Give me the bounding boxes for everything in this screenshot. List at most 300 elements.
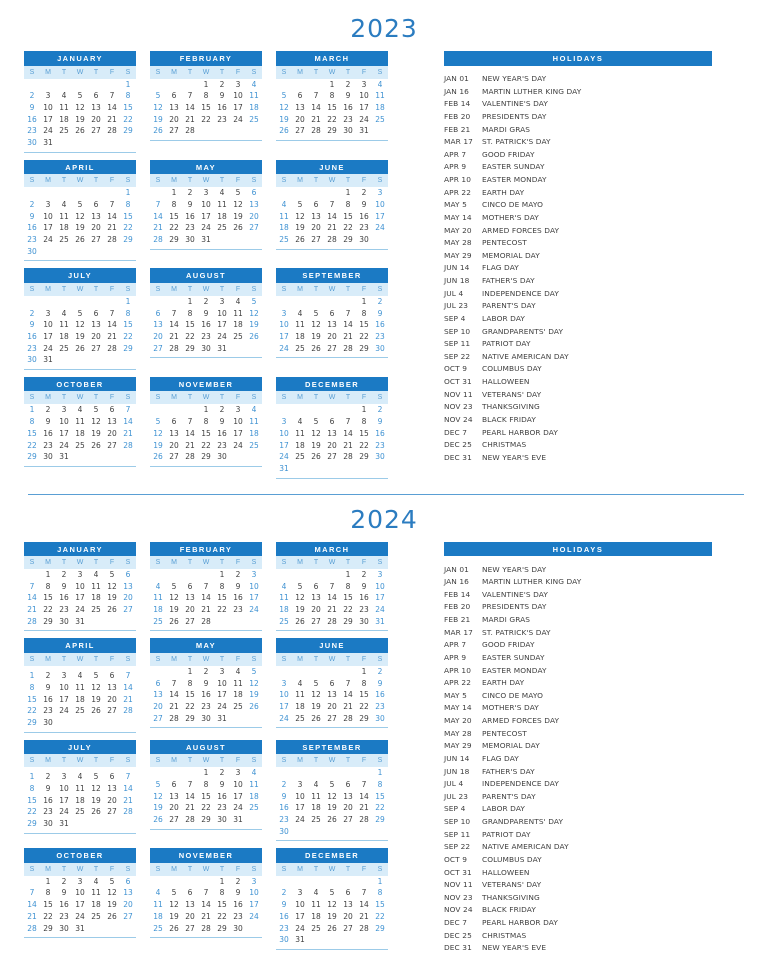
day-cell[interactable]: 17 xyxy=(233,102,243,112)
day-cell[interactable]: 24 xyxy=(217,331,227,341)
day-cell[interactable]: 27 xyxy=(311,234,321,244)
day-cell[interactable]: 28 xyxy=(27,616,37,626)
day-cell[interactable]: 20 xyxy=(91,114,101,124)
day-cell[interactable]: 2 xyxy=(377,296,383,306)
day-cell[interactable]: 18 xyxy=(249,428,259,438)
day-cell[interactable]: 28 xyxy=(169,713,179,723)
day-cell[interactable]: 18 xyxy=(279,605,289,615)
day-cell[interactable]: 19 xyxy=(169,605,179,615)
day-cell[interactable]: 23 xyxy=(27,343,37,353)
day-cell[interactable]: 2 xyxy=(29,91,35,101)
day-cell[interactable]: 15 xyxy=(327,102,337,112)
day-cell[interactable]: 22 xyxy=(359,440,369,450)
day-cell[interactable]: 18 xyxy=(91,593,101,603)
day-cell[interactable]: 6 xyxy=(171,417,177,427)
day-cell[interactable]: 13 xyxy=(91,211,101,221)
day-cell[interactable]: 7 xyxy=(345,678,351,688)
day-cell[interactable]: 14 xyxy=(123,417,133,427)
day-cell[interactable]: 11 xyxy=(249,91,259,101)
day-cell[interactable]: 26 xyxy=(295,616,305,626)
day-cell[interactable]: 13 xyxy=(185,593,195,603)
day-cell[interactable]: 22 xyxy=(217,605,227,615)
day-cell[interactable]: 25 xyxy=(217,223,227,233)
day-cell[interactable]: 12 xyxy=(91,784,101,794)
day-cell[interactable]: 20 xyxy=(123,900,133,910)
day-cell[interactable]: 10 xyxy=(375,581,385,591)
day-cell[interactable]: 12 xyxy=(153,428,163,438)
day-cell[interactable]: 27 xyxy=(123,605,133,615)
day-cell[interactable]: 8 xyxy=(171,199,177,209)
day-cell[interactable]: 9 xyxy=(45,417,51,427)
day-cell[interactable]: 4 xyxy=(235,296,241,306)
day-cell[interactable]: 14 xyxy=(343,320,353,330)
day-cell[interactable]: 3 xyxy=(251,570,257,580)
day-cell[interactable]: 10 xyxy=(217,308,227,318)
day-cell[interactable]: 27 xyxy=(107,706,117,716)
day-cell[interactable]: 22 xyxy=(375,803,385,813)
day-cell[interactable]: 19 xyxy=(327,911,337,921)
day-cell[interactable]: 15 xyxy=(217,593,227,603)
day-cell[interactable]: 31 xyxy=(201,234,211,244)
day-cell[interactable]: 24 xyxy=(279,713,289,723)
day-cell[interactable]: 26 xyxy=(279,126,289,136)
day-cell[interactable]: 25 xyxy=(91,911,101,921)
day-cell[interactable]: 29 xyxy=(343,234,353,244)
day-cell[interactable]: 24 xyxy=(59,807,69,817)
day-cell[interactable]: 22 xyxy=(359,331,369,341)
day-cell[interactable]: 11 xyxy=(217,199,227,209)
day-cell[interactable]: 14 xyxy=(327,593,337,603)
day-cell[interactable]: 26 xyxy=(249,331,259,341)
day-cell[interactable]: 7 xyxy=(29,888,35,898)
day-cell[interactable]: 27 xyxy=(169,126,179,136)
day-cell[interactable]: 17 xyxy=(279,440,289,450)
day-cell[interactable]: 18 xyxy=(75,795,85,805)
day-cell[interactable]: 13 xyxy=(169,428,179,438)
day-cell[interactable]: 21 xyxy=(169,331,179,341)
day-cell[interactable]: 17 xyxy=(249,593,259,603)
day-cell[interactable]: 10 xyxy=(295,900,305,910)
day-cell[interactable]: 18 xyxy=(295,702,305,712)
day-cell[interactable]: 21 xyxy=(359,803,369,813)
day-cell[interactable]: 22 xyxy=(343,605,353,615)
day-cell[interactable]: 1 xyxy=(125,79,131,89)
day-cell[interactable]: 14 xyxy=(185,102,195,112)
day-cell[interactable]: 7 xyxy=(109,199,115,209)
day-cell[interactable]: 10 xyxy=(75,888,85,898)
day-cell[interactable]: 30 xyxy=(185,234,195,244)
day-cell[interactable]: 19 xyxy=(107,900,117,910)
day-cell[interactable]: 27 xyxy=(153,713,163,723)
day-cell[interactable]: 2 xyxy=(361,570,367,580)
day-cell[interactable]: 22 xyxy=(27,807,37,817)
day-cell[interactable]: 16 xyxy=(375,428,385,438)
day-cell[interactable]: 3 xyxy=(251,876,257,886)
day-cell[interactable]: 12 xyxy=(295,211,305,221)
day-cell[interactable]: 13 xyxy=(153,690,163,700)
day-cell[interactable]: 20 xyxy=(311,605,321,615)
day-cell[interactable]: 30 xyxy=(375,452,385,462)
day-cell[interactable]: 12 xyxy=(249,678,259,688)
day-cell[interactable]: 29 xyxy=(27,819,37,829)
day-cell[interactable]: 8 xyxy=(219,581,225,591)
day-cell[interactable]: 23 xyxy=(359,223,369,233)
day-cell[interactable]: 8 xyxy=(377,888,383,898)
day-cell[interactable]: 12 xyxy=(169,593,179,603)
day-cell[interactable]: 26 xyxy=(327,814,337,824)
day-cell[interactable]: 9 xyxy=(219,417,225,427)
day-cell[interactable]: 24 xyxy=(295,814,305,824)
day-cell[interactable]: 29 xyxy=(217,923,227,933)
day-cell[interactable]: 11 xyxy=(75,682,85,692)
day-cell[interactable]: 30 xyxy=(375,713,385,723)
day-cell[interactable]: 16 xyxy=(343,102,353,112)
day-cell[interactable]: 20 xyxy=(107,795,117,805)
day-cell[interactable]: 1 xyxy=(203,79,209,89)
day-cell[interactable]: 16 xyxy=(201,690,211,700)
day-cell[interactable]: 1 xyxy=(219,876,225,886)
day-cell[interactable]: 22 xyxy=(123,114,133,124)
day-cell[interactable]: 17 xyxy=(217,320,227,330)
day-cell[interactable]: 31 xyxy=(43,355,53,365)
day-cell[interactable]: 16 xyxy=(27,114,37,124)
day-cell[interactable]: 27 xyxy=(107,807,117,817)
day-cell[interactable]: 5 xyxy=(155,779,161,789)
day-cell[interactable]: 18 xyxy=(217,211,227,221)
day-cell[interactable]: 7 xyxy=(187,91,193,101)
day-cell[interactable]: 30 xyxy=(27,355,37,365)
day-cell[interactable]: 14 xyxy=(123,682,133,692)
day-cell[interactable]: 4 xyxy=(77,405,83,415)
day-cell[interactable]: 4 xyxy=(61,199,67,209)
day-cell[interactable]: 26 xyxy=(75,234,85,244)
day-cell[interactable]: 30 xyxy=(217,814,227,824)
day-cell[interactable]: 2 xyxy=(377,405,383,415)
day-cell[interactable]: 10 xyxy=(233,91,243,101)
day-cell[interactable]: 16 xyxy=(359,593,369,603)
day-cell[interactable]: 22 xyxy=(43,605,53,615)
day-cell[interactable]: 21 xyxy=(327,605,337,615)
day-cell[interactable]: 12 xyxy=(91,417,101,427)
day-cell[interactable]: 3 xyxy=(281,678,287,688)
day-cell[interactable]: 28 xyxy=(185,452,195,462)
day-cell[interactable]: 23 xyxy=(279,923,289,933)
day-cell[interactable]: 27 xyxy=(295,126,305,136)
day-cell[interactable]: 9 xyxy=(219,91,225,101)
day-cell[interactable]: 6 xyxy=(329,678,335,688)
day-cell[interactable]: 15 xyxy=(217,900,227,910)
day-cell[interactable]: 25 xyxy=(75,807,85,817)
day-cell[interactable]: 3 xyxy=(297,888,303,898)
day-cell[interactable]: 19 xyxy=(295,605,305,615)
day-cell[interactable]: 16 xyxy=(233,900,243,910)
day-cell[interactable]: 1 xyxy=(29,405,35,415)
day-cell[interactable]: 7 xyxy=(203,888,209,898)
day-cell[interactable]: 21 xyxy=(311,114,321,124)
day-cell[interactable]: 31 xyxy=(233,814,243,824)
day-cell[interactable]: 12 xyxy=(107,888,117,898)
day-cell[interactable]: 7 xyxy=(125,405,131,415)
day-cell[interactable]: 29 xyxy=(123,126,133,136)
day-cell[interactable]: 22 xyxy=(27,440,37,450)
day-cell[interactable]: 5 xyxy=(313,417,319,427)
day-cell[interactable]: 25 xyxy=(375,114,385,124)
day-cell[interactable]: 23 xyxy=(233,911,243,921)
day-cell[interactable]: 14 xyxy=(169,320,179,330)
day-cell[interactable]: 2 xyxy=(281,888,287,898)
day-cell[interactable]: 15 xyxy=(359,428,369,438)
day-cell[interactable]: 9 xyxy=(377,308,383,318)
day-cell[interactable]: 27 xyxy=(185,616,195,626)
day-cell[interactable]: 17 xyxy=(217,690,227,700)
day-cell[interactable]: 2 xyxy=(345,79,351,89)
day-cell[interactable]: 29 xyxy=(169,234,179,244)
day-cell[interactable]: 26 xyxy=(153,126,163,136)
day-cell[interactable]: 8 xyxy=(361,308,367,318)
day-cell[interactable]: 19 xyxy=(91,428,101,438)
day-cell[interactable]: 17 xyxy=(75,593,85,603)
day-cell[interactable]: 10 xyxy=(43,320,53,330)
day-cell[interactable]: 23 xyxy=(217,803,227,813)
day-cell[interactable]: 14 xyxy=(169,690,179,700)
day-cell[interactable]: 14 xyxy=(185,428,195,438)
day-cell[interactable]: 15 xyxy=(123,320,133,330)
day-cell[interactable]: 12 xyxy=(91,682,101,692)
day-cell[interactable]: 19 xyxy=(295,223,305,233)
day-cell[interactable]: 8 xyxy=(345,581,351,591)
day-cell[interactable]: 6 xyxy=(93,199,99,209)
day-cell[interactable]: 26 xyxy=(233,223,243,233)
day-cell[interactable]: 16 xyxy=(27,331,37,341)
day-cell[interactable]: 8 xyxy=(361,678,367,688)
day-cell[interactable]: 25 xyxy=(295,713,305,723)
day-cell[interactable]: 7 xyxy=(313,91,319,101)
day-cell[interactable]: 8 xyxy=(45,581,51,591)
day-cell[interactable]: 29 xyxy=(375,923,385,933)
day-cell[interactable]: 3 xyxy=(61,405,67,415)
day-cell[interactable]: 26 xyxy=(249,702,259,712)
day-cell[interactable]: 7 xyxy=(109,91,115,101)
day-cell[interactable]: 5 xyxy=(297,199,303,209)
day-cell[interactable]: 20 xyxy=(169,803,179,813)
day-cell[interactable]: 26 xyxy=(107,911,117,921)
day-cell[interactable]: 8 xyxy=(219,888,225,898)
day-cell[interactable]: 18 xyxy=(375,102,385,112)
day-cell[interactable]: 11 xyxy=(75,784,85,794)
day-cell[interactable]: 25 xyxy=(279,234,289,244)
day-cell[interactable]: 25 xyxy=(75,440,85,450)
day-cell[interactable]: 8 xyxy=(29,682,35,692)
day-cell[interactable]: 8 xyxy=(345,199,351,209)
day-cell[interactable]: 6 xyxy=(297,91,303,101)
day-cell[interactable]: 11 xyxy=(311,791,321,801)
day-cell[interactable]: 6 xyxy=(187,581,193,591)
day-cell[interactable]: 11 xyxy=(295,320,305,330)
day-cell[interactable]: 17 xyxy=(59,795,69,805)
day-cell[interactable]: 4 xyxy=(377,79,383,89)
day-cell[interactable]: 3 xyxy=(203,188,209,198)
day-cell[interactable]: 13 xyxy=(91,102,101,112)
day-cell[interactable]: 20 xyxy=(107,428,117,438)
day-cell[interactable]: 24 xyxy=(359,114,369,124)
day-cell[interactable]: 20 xyxy=(343,911,353,921)
day-cell[interactable]: 14 xyxy=(27,900,37,910)
day-cell[interactable]: 4 xyxy=(297,308,303,318)
day-cell[interactable]: 21 xyxy=(343,702,353,712)
day-cell[interactable]: 3 xyxy=(235,79,241,89)
day-cell[interactable]: 25 xyxy=(249,114,259,124)
day-cell[interactable]: 29 xyxy=(43,616,53,626)
day-cell[interactable]: 20 xyxy=(295,114,305,124)
day-cell[interactable]: 13 xyxy=(327,428,337,438)
day-cell[interactable]: 27 xyxy=(327,713,337,723)
day-cell[interactable]: 28 xyxy=(123,706,133,716)
day-cell[interactable]: 2 xyxy=(219,768,225,778)
day-cell[interactable]: 15 xyxy=(201,791,211,801)
day-cell[interactable]: 6 xyxy=(313,199,319,209)
day-cell[interactable]: 13 xyxy=(107,784,117,794)
day-cell[interactable]: 27 xyxy=(327,343,337,353)
day-cell[interactable]: 5 xyxy=(329,779,335,789)
day-cell[interactable]: 18 xyxy=(311,911,321,921)
day-cell[interactable]: 13 xyxy=(343,791,353,801)
day-cell[interactable]: 18 xyxy=(233,690,243,700)
day-cell[interactable]: 27 xyxy=(107,440,117,450)
day-cell[interactable]: 31 xyxy=(217,713,227,723)
day-cell[interactable]: 3 xyxy=(45,91,51,101)
day-cell[interactable]: 18 xyxy=(233,320,243,330)
day-cell[interactable]: 24 xyxy=(375,605,385,615)
day-cell[interactable]: 25 xyxy=(233,331,243,341)
day-cell[interactable]: 22 xyxy=(359,702,369,712)
day-cell[interactable]: 21 xyxy=(185,803,195,813)
day-cell[interactable]: 25 xyxy=(59,343,69,353)
day-cell[interactable]: 2 xyxy=(361,188,367,198)
day-cell[interactable]: 1 xyxy=(187,296,193,306)
day-cell[interactable]: 3 xyxy=(235,768,241,778)
day-cell[interactable]: 25 xyxy=(279,616,289,626)
day-cell[interactable]: 17 xyxy=(59,694,69,704)
day-cell[interactable]: 19 xyxy=(75,331,85,341)
day-cell[interactable]: 22 xyxy=(201,803,211,813)
day-cell[interactable]: 4 xyxy=(155,888,161,898)
day-cell[interactable]: 29 xyxy=(27,717,37,727)
day-cell[interactable]: 7 xyxy=(361,888,367,898)
day-cell[interactable]: 15 xyxy=(185,320,195,330)
day-cell[interactable]: 12 xyxy=(75,211,85,221)
day-cell[interactable]: 19 xyxy=(75,223,85,233)
day-cell[interactable]: 20 xyxy=(311,223,321,233)
day-cell[interactable]: 28 xyxy=(359,814,369,824)
day-cell[interactable]: 21 xyxy=(107,331,117,341)
day-cell[interactable]: 3 xyxy=(361,79,367,89)
day-cell[interactable]: 21 xyxy=(107,114,117,124)
day-cell[interactable]: 3 xyxy=(77,876,83,886)
day-cell[interactable]: 1 xyxy=(329,79,335,89)
day-cell[interactable]: 23 xyxy=(43,807,53,817)
day-cell[interactable]: 22 xyxy=(343,223,353,233)
day-cell[interactable]: 30 xyxy=(201,343,211,353)
day-cell[interactable]: 27 xyxy=(169,814,179,824)
day-cell[interactable]: 23 xyxy=(375,702,385,712)
day-cell[interactable]: 20 xyxy=(249,211,259,221)
day-cell[interactable]: 24 xyxy=(233,803,243,813)
day-cell[interactable]: 14 xyxy=(311,102,321,112)
day-cell[interactable]: 4 xyxy=(251,405,257,415)
day-cell[interactable]: 31 xyxy=(295,935,305,945)
day-cell[interactable]: 29 xyxy=(185,343,195,353)
day-cell[interactable]: 6 xyxy=(171,779,177,789)
day-cell[interactable]: 21 xyxy=(185,440,195,450)
day-cell[interactable]: 6 xyxy=(329,417,335,427)
day-cell[interactable]: 23 xyxy=(375,331,385,341)
day-cell[interactable]: 16 xyxy=(59,593,69,603)
day-cell[interactable]: 10 xyxy=(43,102,53,112)
day-cell[interactable]: 9 xyxy=(281,900,287,910)
day-cell[interactable]: 8 xyxy=(329,91,335,101)
day-cell[interactable]: 9 xyxy=(345,91,351,101)
day-cell[interactable]: 10 xyxy=(295,791,305,801)
day-cell[interactable]: 3 xyxy=(61,772,67,782)
day-cell[interactable]: 19 xyxy=(311,702,321,712)
day-cell[interactable]: 7 xyxy=(345,417,351,427)
day-cell[interactable]: 28 xyxy=(201,923,211,933)
day-cell[interactable]: 21 xyxy=(123,795,133,805)
day-cell[interactable]: 7 xyxy=(155,199,161,209)
day-cell[interactable]: 3 xyxy=(297,779,303,789)
day-cell[interactable]: 28 xyxy=(123,807,133,817)
day-cell[interactable]: 8 xyxy=(187,678,193,688)
day-cell[interactable]: 19 xyxy=(233,211,243,221)
day-cell[interactable]: 19 xyxy=(327,803,337,813)
day-cell[interactable]: 9 xyxy=(203,678,209,688)
day-cell[interactable]: 24 xyxy=(249,605,259,615)
day-cell[interactable]: 2 xyxy=(235,876,241,886)
day-cell[interactable]: 9 xyxy=(361,199,367,209)
day-cell[interactable]: 29 xyxy=(359,343,369,353)
day-cell[interactable]: 27 xyxy=(123,911,133,921)
day-cell[interactable]: 18 xyxy=(59,114,69,124)
day-cell[interactable]: 4 xyxy=(219,188,225,198)
day-cell[interactable]: 6 xyxy=(171,91,177,101)
day-cell[interactable]: 25 xyxy=(311,814,321,824)
day-cell[interactable]: 18 xyxy=(91,900,101,910)
day-cell[interactable]: 14 xyxy=(27,593,37,603)
day-cell[interactable]: 3 xyxy=(61,671,67,681)
day-cell[interactable]: 1 xyxy=(345,188,351,198)
day-cell[interactable]: 1 xyxy=(377,876,383,886)
day-cell[interactable]: 2 xyxy=(61,876,67,886)
day-cell[interactable]: 19 xyxy=(107,593,117,603)
day-cell[interactable]: 18 xyxy=(311,803,321,813)
day-cell[interactable]: 17 xyxy=(295,911,305,921)
day-cell[interactable]: 3 xyxy=(377,188,383,198)
day-cell[interactable]: 27 xyxy=(185,923,195,933)
day-cell[interactable]: 21 xyxy=(107,223,117,233)
day-cell[interactable]: 4 xyxy=(281,581,287,591)
day-cell[interactable]: 20 xyxy=(153,702,163,712)
day-cell[interactable]: 26 xyxy=(91,440,101,450)
day-cell[interactable]: 9 xyxy=(29,320,35,330)
day-cell[interactable]: 12 xyxy=(311,690,321,700)
day-cell[interactable]: 17 xyxy=(43,331,53,341)
day-cell[interactable]: 24 xyxy=(375,223,385,233)
day-cell[interactable]: 25 xyxy=(75,706,85,716)
day-cell[interactable]: 17 xyxy=(375,593,385,603)
day-cell[interactable]: 23 xyxy=(43,706,53,716)
day-cell[interactable]: 13 xyxy=(249,199,259,209)
day-cell[interactable]: 7 xyxy=(109,308,115,318)
